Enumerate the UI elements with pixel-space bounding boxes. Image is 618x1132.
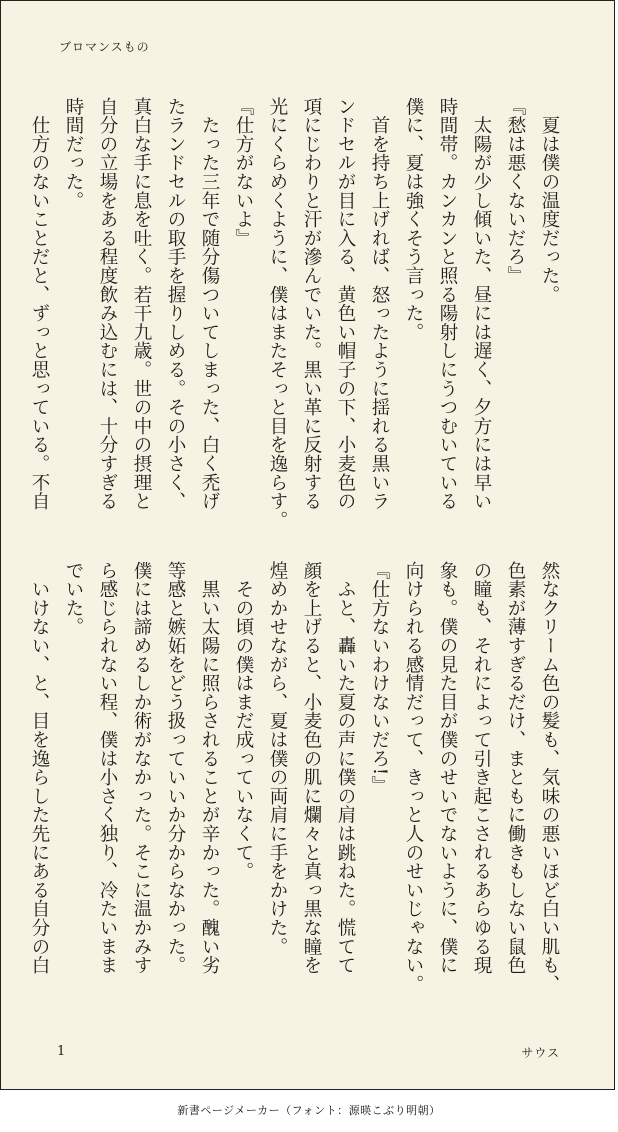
running-header: ブロマンスもの (59, 40, 150, 54)
author-name: サウス (521, 1046, 560, 1060)
text-line: 夏は僕の温度だった。 (539, 97, 560, 304)
text-line: たランドセルの取手を握りしめる。その小さく、 (165, 97, 186, 511)
text-line: たった三年で随分傷ついてしまった、白く禿げ (199, 97, 220, 511)
lower-text-block (22, 561, 566, 994)
text-line: 時間帯。カンカンと照る陽射しにうつむいている (437, 97, 458, 511)
text-line: 項にじわりと汗が滲んでいた。黒い革に反射する (301, 97, 322, 511)
text-line: いけない、と、目を逸らした先にある自分の白 (29, 561, 50, 975)
text-line: 黒い太陽に照らされることが辛かった。醜い劣 (199, 561, 220, 975)
text-line: 然なクリーム色の髪も、気味の悪いほど白い肌も、 (539, 561, 560, 994)
text-line: 象も。僕の見た目が僕のせいでないように、僕に (437, 561, 458, 975)
text-line: 時間だった。 (63, 97, 84, 210)
text-line: の瞳も、それによって引き起こされるあらゆる現 (471, 561, 492, 975)
text-line: 太陽が少し傾いた、昼には遅く、夕方には早い (471, 97, 492, 511)
text-line: でいた。 (63, 561, 84, 637)
text-line: 僕には諦めるしか術がなかった。そこに温かみす (131, 561, 152, 975)
upper-text-block (22, 97, 566, 530)
text-line: ふと、轟いた夏の声に僕の肩は跳ねた。慌てて (335, 561, 356, 975)
text-line: ら感じられない程、僕は小さく独り、冷たいまま (97, 561, 118, 975)
generator-caption: 新書ページメーカー（フォント：源暎こぶり明朝） (177, 1104, 441, 1117)
text-line: 煌めかせながら、夏は僕の両肩に手をかけた。 (267, 561, 288, 956)
text-line: ンドセルが目に入る、黄色い帽子の下、小麦色の (335, 97, 356, 511)
text-line: 自分の立場をある程度飲み込むには、十分すぎる (97, 97, 118, 511)
text-line: 僕に、夏は強くそう言った。 (403, 97, 424, 342)
text-line: 等感と嫉妬をどう扱っていいか分からなかった。 (165, 561, 186, 975)
text-line: 色素が薄すぎるだけ、まともに働きもしない鼠色 (505, 561, 526, 975)
page-number: 1 (57, 1044, 66, 1059)
text-line: 『仕方ないわけないだろ!』 (369, 561, 390, 795)
text-line: 顔を上げると、小麦色の肌に爛々と真っ黒な瞳を (301, 561, 322, 975)
text-line: 真白な手に息を吐く。若干九歳。世の中の摂理と (131, 97, 152, 511)
text-line: 仕方のないことだと、ずっと思っている。不自 (29, 97, 50, 511)
text-line: その頃の僕はまだ成っていなくて。 (233, 561, 254, 881)
text-line: 首を持ち上げれば、怒ったように揺れる黒いラ (369, 97, 390, 511)
text-line: 『愁は悪くないだろ』 (505, 97, 526, 285)
text-line: 光にくらめくように、僕はまたそっと目を逸らす。 (267, 97, 288, 530)
text-line: 向けられる感情だって、きっと人のせいじゃない。 (403, 561, 424, 994)
text-line: 『仕方がないよ』 (233, 97, 254, 248)
